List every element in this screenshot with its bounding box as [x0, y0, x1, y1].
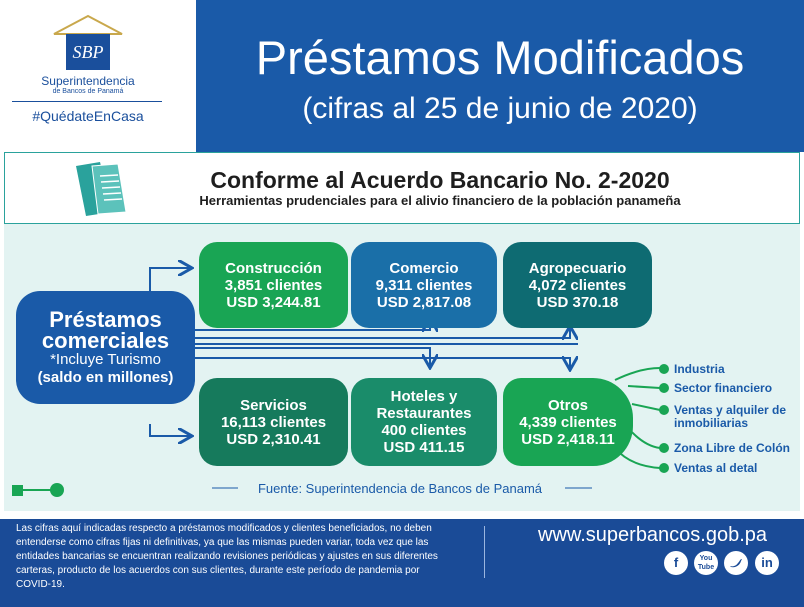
main-note: *Incluye Turismo — [50, 351, 161, 368]
box-comercio — [351, 242, 497, 328]
box-amount: USD 411.15 — [383, 439, 465, 456]
main-unit: (saldo en millones) — [37, 369, 174, 386]
otros-item-ventas-alquiler: Ventas y alquiler de — [674, 403, 787, 417]
otros-item-detal: Ventas al detal — [674, 461, 758, 475]
footer-divider — [484, 526, 485, 578]
source-note: Fuente: Superintendencia de Bancos de Panamá — [257, 481, 543, 496]
box-name: Agropecuario — [528, 259, 627, 277]
otros-item-inmobiliarias: inmobiliarias — [674, 416, 749, 430]
box-clients: 3,851 clientes — [224, 276, 323, 294]
page-subtitle: (cifras al 25 de junio de 2020) — [302, 92, 698, 125]
logo-name: Superintendencia — [41, 74, 135, 88]
box-name: Comercio — [389, 259, 459, 277]
otros-item-industria: Industria — [674, 362, 725, 376]
box-amount: USD 370.18 — [536, 293, 619, 311]
agreement-title: Conforme al Acuerdo Bancario No. 2-2020 — [210, 167, 670, 193]
otros-item-zona-libre: Zona Libre de Colón — [674, 441, 790, 455]
box-clients: 4,339 clientes — [519, 413, 617, 431]
bird-icon — [724, 551, 748, 575]
disclaimer: Las cifras aquí indicadas respecto a préstamos modificados y clientes beneficiados, no deben entenderse como cifras fijas ni definitivas, ya que las mismas pueden variar, toda vez que las entidades bancarias se encuentran realizando revisiones periódicas y ajustes en sus diferentes carteras, producto de los acuerdos con sus clientes, durante este período de pandemia por COVID-19. — [16, 523, 438, 590]
box-clients: 400 clientes — [381, 422, 467, 439]
box-agropecuario — [503, 242, 652, 328]
box-amount: USD 2,817.08 — [376, 293, 472, 311]
website-link[interactable]: www.superbancos.gob.pa — [538, 524, 768, 546]
box-clients: 9,311 clientes — [375, 276, 473, 294]
box-clients: 4,072 clientes — [528, 276, 627, 294]
box-amount: USD 2,310.41 — [226, 430, 321, 448]
linkedin-icon[interactable]: in — [755, 551, 779, 575]
box-clients: 16,113 clientes — [220, 413, 327, 431]
page-title: Préstamos Modificados — [255, 31, 745, 84]
facebook-icon[interactable]: f — [664, 551, 688, 575]
box-amount: USD 3,244.81 — [226, 293, 321, 311]
twitter-icon[interactable] — [724, 551, 748, 575]
bullet-dot — [659, 405, 669, 415]
box-name: Otros — [547, 396, 588, 414]
main-title-line1: Préstamos — [49, 307, 162, 332]
box-construccion — [199, 242, 348, 328]
legend-square-icon — [12, 485, 23, 496]
commercial-loans-box — [16, 291, 195, 404]
box-servicios — [199, 378, 348, 466]
box-name-1: Hoteles y — [390, 388, 458, 405]
youtube-icon[interactable]: You Tube — [694, 551, 718, 575]
agreement-subtitle: Herramientas prudenciales para el alivio financiero de la población panameña — [199, 193, 681, 208]
box-hoteles — [351, 378, 497, 466]
main-title-line2: comerciales — [41, 328, 170, 353]
box-name: Construcción — [225, 259, 322, 277]
otros-item-financiero: Sector financiero — [674, 381, 773, 395]
box-name-2: Restaurantes — [376, 405, 472, 422]
bullet-dot — [659, 383, 669, 393]
bullet-dot — [659, 364, 669, 374]
box-amount: USD 2,418.11 — [521, 430, 615, 448]
bullet-dot — [659, 463, 669, 473]
box-name: Servicios — [240, 396, 307, 414]
hashtag: #QuédateEnCasa — [32, 108, 144, 124]
logo-name-2: de Bancos de Panamá — [52, 88, 124, 95]
logo-abbr: SBP — [72, 42, 104, 62]
bullet-dot — [659, 443, 669, 453]
box-otros — [503, 378, 633, 466]
